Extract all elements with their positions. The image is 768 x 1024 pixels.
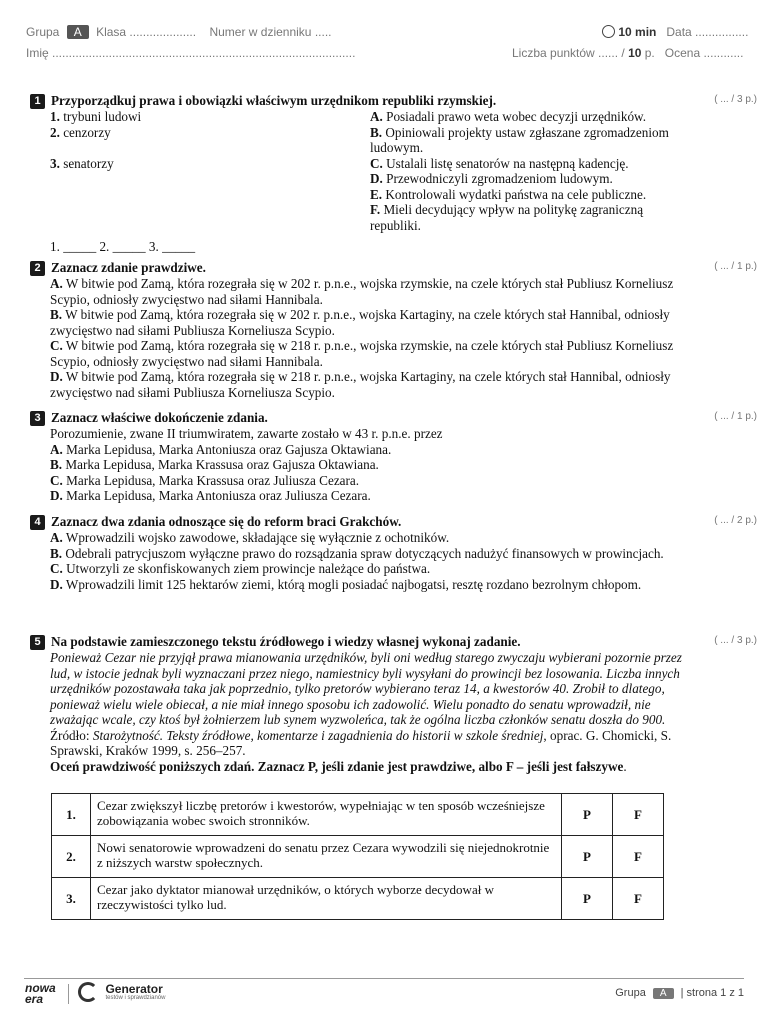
option-a[interactable]: A. W bitwie pod Zamą, która rozegrała się w 202 r. p.n.e., wojska rzymskie, na czele których stał Publiusz Korneliusz Scypio, odniosły zwycięstwo nad siłami Hannibala. [50, 276, 674, 307]
false-option[interactable]: F [613, 794, 664, 836]
list-item: D. Przewodniczyli zgromadzeniom ludowym. [370, 171, 613, 186]
true-option[interactable]: P [562, 836, 613, 878]
option-c[interactable]: C. W bitwie pod Zamą, która rozegrała się w 218 r. p.n.e., wojska rzymskie, na czele których stał Publiusz Korneliusz Scypio, odniosły zwycięstwo nad siłami Hannibala. [50, 338, 674, 369]
option-b[interactable]: B. Odebrali patrycjuszom wyłączne prawo do rozsądzania spraw dotyczących nadużyć finansowych w prowincjach. [50, 545, 664, 561]
question-title: Zaznacz właściwe dokończenie zdania. [51, 410, 268, 425]
list-item: 2. cenzorzy [50, 124, 111, 140]
row-number: 2. [52, 836, 91, 878]
grupa-value: A [67, 25, 89, 39]
question-stem: Porozumienie, zwane II triumwiratem, zawarte zostało w 43 r. p.n.e. przez [50, 426, 443, 441]
option-a[interactable]: A. Marka Lepidusa, Marka Antoniusza oraz Gajusza Oktawiana. [50, 441, 392, 457]
option-d[interactable]: D. Wprowadzili limit 125 hektarów ziemi, którą mogli posiadać najbogatsi, resztę rozdano bezrolnym chłopom. [50, 576, 642, 592]
table-row [52, 794, 664, 836]
points-badge: ( ... / 2 p.) [714, 515, 757, 526]
question-title: Przyporządkuj prawa i obowiązki właściwym urzędnikom republiki rzymskiej. [51, 93, 497, 108]
points-suffix: p. [641, 46, 655, 60]
option-b[interactable]: B. Marka Lepidusa, Marka Krassusa oraz Gajusza Oktawiana. [50, 457, 379, 472]
option-b[interactable]: B. W bitwie pod Zamą, która rozegrała się w 202 r. p.n.e., wojska Kartaginy, na czele których stał Hannibal, odniosły zwycięstwo nad siłami Publiusza Korneliusza Scypio. [50, 307, 670, 338]
points-badge: ( ... / 1 p.) [714, 261, 757, 272]
nowa-era-logo: nowa era [25, 981, 56, 1006]
question-title: Na podstawie zamieszczonego tekstu źródłowego i wiedzy własnej wykonaj zadanie. [51, 634, 521, 649]
points-badge: ( ... / 3 p.) [714, 635, 757, 646]
false-option[interactable]: F [613, 878, 664, 920]
instruction: Oceń prawdziwość poniższych zdań. Zaznacz P, jeśli zdanie jest prawdziwe, albo F – jeśli jest fałszywe. [50, 758, 627, 774]
time-limit: 10 min [618, 25, 657, 39]
q1-answer-line[interactable]: 1. _____ 2. _____ 3. _____ [50, 239, 196, 254]
generator-logo: Generator testów i sprawdzianów [78, 982, 165, 1002]
numer-field[interactable]: Numer w dzienniku ..... [209, 25, 332, 39]
option-d[interactable]: D. Marka Lepidusa, Marka Antoniusza oraz Juliusza Cezara. [50, 488, 371, 503]
list-item: C. Ustalali listę senatorów na następną kadencję. [370, 155, 629, 171]
question-3 [30, 410, 690, 504]
false-option[interactable]: F [613, 836, 664, 878]
true-option[interactable]: P [562, 878, 613, 920]
list-item: F. Mieli decydujący wpływ na politykę zagraniczną republiki. [370, 202, 644, 233]
question-number: 4 [30, 515, 45, 530]
row-number: 1. [52, 794, 91, 836]
true-option[interactable]: P [562, 794, 613, 836]
list-item: A. Posiadali prawo weta wobec decyzji urzędników. [370, 109, 646, 124]
points-badge: ( ... / 1 p.) [714, 411, 757, 422]
row-statement: Cezar zwiększył liczbę pretorów i kwestorów, wypełniając w ten sposób wcześniejsze zobowiązania wobec swoich stronników. [91, 794, 562, 836]
header-time [602, 25, 748, 39]
points-badge: ( ... / 3 p.) [714, 94, 757, 105]
option-c[interactable]: C. Marka Lepidusa, Marka Krassusa oraz Juliusza Cezara. [50, 472, 360, 488]
logo-separator [68, 984, 69, 1004]
question-number: 3 [30, 411, 45, 426]
clock-icon [602, 25, 615, 38]
page-indicator: Grupa A | strona 1 z 1 [615, 987, 744, 999]
question-title: Zaznacz dwa zdania odnoszące się do reform braci Grakchów. [51, 514, 402, 529]
row-statement: Nowi senatorowie wprowadzeni do senatu przez Cezara wywodzili się niejednokrotnie z niższych warstw społecznych. [91, 836, 562, 878]
imie-field[interactable]: Imię ........................................................................................... [26, 46, 356, 60]
list-item: B. Opiniowali projekty ustaw zgłaszane zgromadzeniom ludowym. [370, 124, 669, 155]
grupa-label: Grupa [26, 25, 60, 39]
header-points [512, 46, 743, 60]
row-statement: Cezar jako dyktator mianował urzędników, o których wyborze decydował w rzeczywistości tylko lud. [91, 878, 562, 920]
question-1 [30, 93, 690, 255]
generator-icon [78, 982, 98, 1002]
table-row [52, 878, 664, 920]
points-prefix: Liczba punktów ...... / [512, 46, 629, 60]
true-false-table [51, 793, 664, 920]
question-5 [30, 634, 690, 774]
source-citation: Źródło: Starożytność. Teksty źródłowe, komentarze i zagadnienia do historii w szkole średniej, oprac. G. Chomicki, S. Sprawski, Kraków 1999, s. 256–257. [50, 727, 672, 758]
q1-left-column [50, 109, 370, 233]
option-d[interactable]: D. W bitwie pod Zamą, która rozegrała się w 218 r. p.n.e., wojska Kartaginy, na czele których stał Hannibal, odniosły zwycięstwo nad siłami Publiusza Korneliusza Scypio. [50, 369, 671, 400]
question-number: 1 [30, 94, 45, 109]
question-title: Zaznacz zdanie prawdziwe. [51, 260, 206, 275]
ocena-field[interactable]: Ocena ............ [664, 46, 744, 60]
list-item: E. Kontrolowali wydatki państwa na cele publiczne. [370, 186, 647, 202]
option-a[interactable]: A. Wprowadzili wojsko zawodowe, składające się wyłącznie z ochotników. [50, 530, 450, 545]
table-row [52, 836, 664, 878]
footer-divider [24, 978, 744, 979]
list-item: 3. senatorzy [50, 155, 114, 171]
header-row-1 [26, 25, 331, 39]
source-text: Ponieważ Cezar nie przyjął prawa mianowania urzędników, byli oni według starego zwyczaju wybierani pozornie przez lud, w istocie jednak byli wyznaczani przez niego, namiestnicy byli wysyłani do prowincji bez losowania. Liczba innych urzędników pozostawała taka jak poprzednio, tylko pretorów wybierano teraz 14, a kwestorów 40. Zrobił to dlatego, ponieważ wielu wiele obiecał, a nie miał innego sposobu ich zadowolić. Wielu ponadto do senatu wprowadził, nie zważając wcale, czy ktoś był żołnierzem lub synem wyzwoleńca, tak że ogólna liczba członków senatu doszła do 900. [50, 650, 682, 727]
data-field[interactable]: Data ................ [666, 25, 749, 39]
klasa-field[interactable]: Klasa .................... [96, 25, 197, 39]
question-number: 2 [30, 261, 45, 276]
points-max: 10 [628, 46, 642, 60]
list-item: 1. trybuni ludowi [50, 109, 142, 124]
question-2 [30, 260, 690, 400]
question-number: 5 [30, 635, 45, 650]
option-c[interactable]: C. Utworzyli ze skonfiskowanych ziem prowincje należące do państwa. [50, 561, 431, 576]
question-4 [30, 514, 690, 592]
row-number: 3. [52, 878, 91, 920]
q1-right-column [370, 109, 690, 233]
